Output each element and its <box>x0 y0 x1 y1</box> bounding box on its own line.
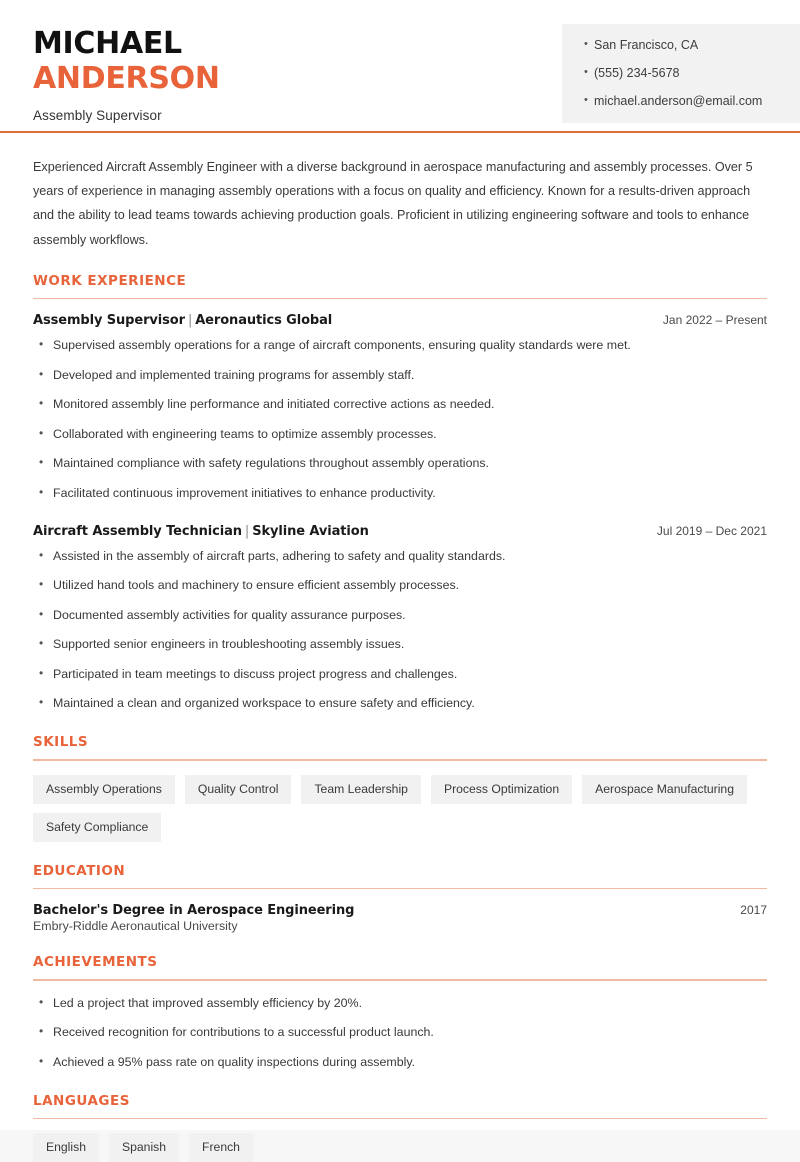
list-item: • Received recognition for contributions to a successful product launch. <box>33 1024 767 1042</box>
title-separator: | <box>244 523 250 539</box>
section-languages <box>33 1093 767 1162</box>
contact-phone[interactable] <box>584 66 800 81</box>
list-item: • Maintained a clean and organized workspace to ensure safety and efficiency. <box>33 695 767 713</box>
education-entry <box>33 903 767 933</box>
last-name: ANDERSON <box>33 61 220 97</box>
list-item: • Assisted in the assembly of aircraft parts, adhering to safety and quality standards. <box>33 548 767 566</box>
section-divider <box>33 888 767 890</box>
resume-header <box>0 0 800 132</box>
title-separator: | <box>187 313 193 329</box>
section-title-achievements: ACHIEVEMENTS <box>33 954 158 971</box>
language-chip: French <box>189 1133 253 1162</box>
section-title-skills: SKILLS <box>33 734 89 750</box>
section-divider <box>33 759 767 761</box>
list-item: • Led a project that improved assembly efficiency by 20%. <box>33 995 767 1013</box>
experience-date: Jul 2019 – Dec 2021 <box>656 523 767 538</box>
contact-location-text: San Francisco, CA <box>594 38 699 52</box>
skill-chip: Quality Control <box>185 775 292 804</box>
languages-chip-list <box>33 1133 767 1162</box>
section-divider <box>33 1118 767 1120</box>
list-item: • Supported senior engineers in troubleshooting assembly issues. <box>33 636 767 654</box>
list-item: • Developed and implemented training programs for assembly staff. <box>33 367 767 385</box>
section-achievements <box>33 954 767 1071</box>
list-item: • Participated in team meetings to discuss project progress and challenges. <box>33 666 767 684</box>
education-school: Embry-Riddle Aeronautical University <box>33 919 238 934</box>
contact-email[interactable] <box>584 94 800 109</box>
skill-chip: Process Optimization <box>431 775 572 804</box>
bullet-icon: • <box>584 38 588 50</box>
section-skills <box>33 734 767 842</box>
contact-email-text: michael.anderson@email.com <box>594 94 763 108</box>
section-work-experience <box>33 273 767 713</box>
section-title-work: WORK EXPERIENCE <box>33 272 187 289</box>
first-name: MICHAEL <box>33 26 182 61</box>
list-item: • Maintained compliance with safety regulations throughout assembly operations. <box>33 455 767 473</box>
experience-role: Assembly Supervisor <box>33 313 185 329</box>
experience-bullets <box>33 548 767 713</box>
experience-entry-header <box>33 313 767 328</box>
section-divider <box>33 298 767 300</box>
experience-bullets <box>33 337 767 502</box>
list-item: • Achieved a 95% pass rate on quality inspections during assembly. <box>33 1054 767 1072</box>
skill-chip: Aerospace Manufacturing <box>582 775 747 804</box>
contact-phone-text: (555) 234-5678 <box>594 66 680 80</box>
experience-entry-header <box>33 524 767 539</box>
experience-entry <box>33 524 767 713</box>
experience-company: Skyline Aviation <box>252 523 369 539</box>
experience-title <box>33 313 332 328</box>
section-education <box>33 863 767 934</box>
contact-box <box>562 24 800 123</box>
list-item: • Facilitated continuous improvement initiatives to enhance productivity. <box>33 485 767 503</box>
list-item: • Monitored assembly line performance and initiated corrective actions as needed. <box>33 396 767 414</box>
list-item: • Utilized hand tools and machinery to ensure efficient assembly processes. <box>33 577 767 595</box>
skill-chip: Assembly Operations <box>33 775 175 804</box>
education-date: 2017 <box>740 903 767 918</box>
experience-date: Jan 2022 – Present <box>662 313 767 328</box>
experience-company: Aeronautics Global <box>195 313 333 329</box>
skills-chip-list <box>33 775 767 842</box>
bullet-icon: • <box>584 94 588 106</box>
header-divider <box>0 131 800 133</box>
skill-chip: Safety Compliance <box>33 813 161 842</box>
list-item: • Collaborated with engineering teams to optimize assembly processes. <box>33 426 767 444</box>
experience-entry <box>33 313 767 502</box>
bullet-icon: • <box>584 66 588 78</box>
header-job-title: Assembly Supervisor <box>33 107 162 123</box>
professional-summary: Experienced Aircraft Assembly Engineer with a diverse background in aerospace manufacturing and assembly processes. Over 5 years of experience in managing assembly operations with a focus on quality and efficiency. Known for a results-driven approach and the ability to lead teams towards achieving production goals. Proficient in utilizing engineering software and tools to enhance assembly workflows. <box>33 160 753 247</box>
name-block <box>33 26 220 123</box>
education-degree: Bachelor's Degree in Aerospace Engineering <box>33 903 355 919</box>
section-divider <box>33 979 767 981</box>
language-chip: English <box>33 1133 99 1162</box>
section-title-languages: LANGUAGES <box>33 1092 130 1109</box>
language-chip: Spanish <box>109 1133 179 1162</box>
section-title-education: EDUCATION <box>33 862 126 879</box>
list-item: • Supervised assembly operations for a range of aircraft components, ensuring quality standards were met. <box>33 337 767 355</box>
resume-content <box>0 155 800 1162</box>
education-entry-header <box>33 903 767 918</box>
experience-role: Aircraft Assembly Technician <box>33 523 242 539</box>
skill-chip: Team Leadership <box>301 775 421 804</box>
contact-location <box>584 38 800 53</box>
achievements-bullets <box>33 995 767 1072</box>
list-item: • Documented assembly activities for quality assurance purposes. <box>33 607 767 625</box>
experience-title <box>33 524 369 539</box>
